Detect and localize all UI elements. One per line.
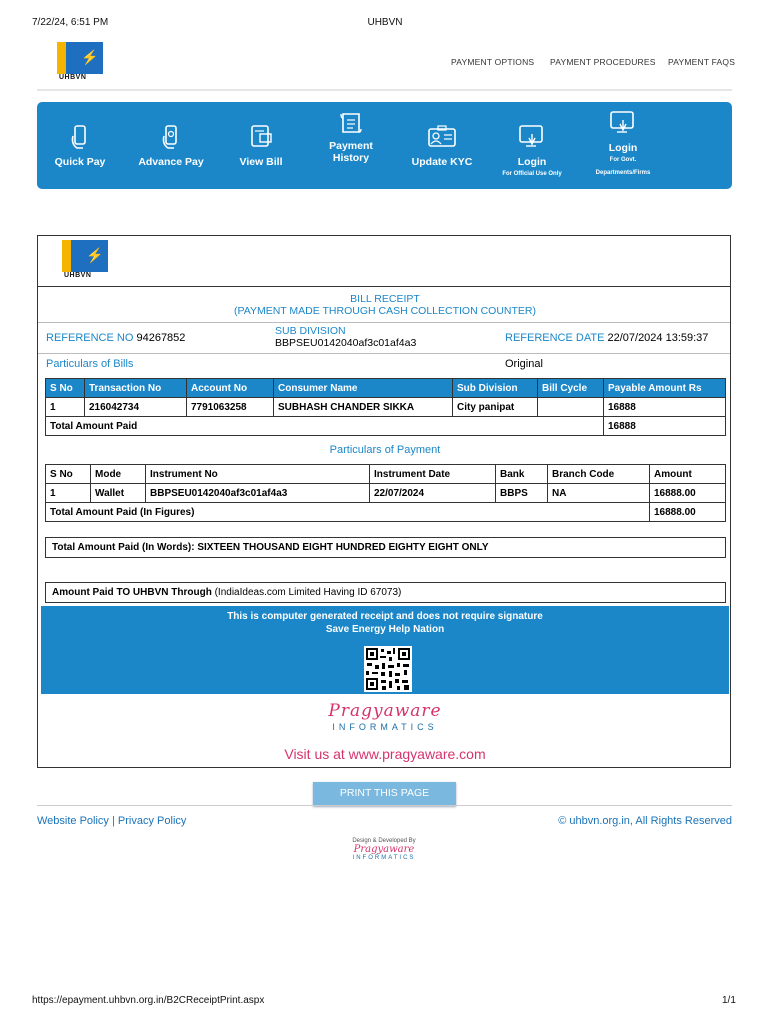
bills-total-value: 16888 xyxy=(604,417,726,436)
table-cell: NA xyxy=(548,484,650,503)
visit-link[interactable]: Visit us at www.pragyaware.com xyxy=(284,746,486,762)
col-header: Mode xyxy=(91,465,146,484)
menu-sublabel: For Govt. Departments/Firms xyxy=(595,157,651,176)
table-cell: City panipat xyxy=(453,398,538,417)
print-url: https://epayment.uhbvn.org.in/B2CReceiptPrint.aspx xyxy=(32,995,265,1006)
logo-text: UHBVN xyxy=(64,272,92,279)
menu-login-official[interactable] xyxy=(487,124,577,180)
payment-table xyxy=(45,464,726,522)
nav-payment-procedures[interactable]: PAYMENT PROCEDURES xyxy=(550,57,656,67)
amount-words-value: SIXTEEN THOUSAND EIGHT HUNDRED EIGHTY EIGHT ONLY xyxy=(197,542,489,553)
footer-vendor-sub: INFORMATICS xyxy=(352,855,416,861)
service-menu xyxy=(37,102,732,189)
amount-in-words xyxy=(45,537,726,558)
login-govt-icon xyxy=(609,110,637,136)
view-bill-icon xyxy=(248,124,274,150)
privacy-policy-link[interactable]: Privacy Policy xyxy=(117,815,187,827)
update-kyc-icon xyxy=(427,124,457,150)
table-cell: BBPSEU0142040af3c01af4a3 xyxy=(146,484,370,503)
table-row xyxy=(46,398,726,417)
advance-pay-icon xyxy=(160,124,182,150)
receipt-subtitle: (PAYMENT MADE THROUGH CASH COLLECTION COUNTER) xyxy=(234,305,536,317)
table-cell xyxy=(538,398,604,417)
col-header: Account No xyxy=(187,379,274,398)
menu-sublabel: For Official Use Only xyxy=(502,171,562,177)
nav-payment-options[interactable]: PAYMENT OPTIONS xyxy=(451,57,535,67)
menu-advance-pay[interactable] xyxy=(126,124,216,168)
quick-pay-icon xyxy=(69,124,91,150)
col-header: Consumer Name xyxy=(274,379,453,398)
amount-words-label: Total Amount Paid (In Words): xyxy=(52,542,195,553)
table-cell: Wallet xyxy=(91,484,146,503)
paid-to-value: (IndiaIdeas.com Limited Having ID 67073) xyxy=(214,587,402,598)
col-header: Payable Amount Rs xyxy=(604,379,726,398)
receipt-title xyxy=(38,293,732,317)
footer-vendor-logo[interactable] xyxy=(334,838,434,861)
footer-vendor-name: Pragyaware xyxy=(353,844,415,855)
designed-by-label: Design & Developed By xyxy=(352,838,416,844)
menu-label: Quick Pay xyxy=(54,156,106,168)
total-row xyxy=(46,503,726,522)
print-page-number: 1/1 xyxy=(722,995,736,1006)
menu-update-kyc[interactable] xyxy=(397,124,487,168)
amount-paid-to xyxy=(45,582,726,603)
col-header: Amount xyxy=(650,465,726,484)
col-header: Instrument No xyxy=(146,465,370,484)
menu-label: Update KYC xyxy=(411,156,473,168)
reference-no xyxy=(46,332,185,344)
table-cell: 216042734 xyxy=(85,398,187,417)
bills-total-label: Total Amount Paid xyxy=(46,417,604,436)
table-header-row xyxy=(46,379,726,398)
header-divider xyxy=(37,89,732,91)
bill-receipt xyxy=(37,235,731,768)
table-cell: 7791063258 xyxy=(187,398,274,417)
receipt-notice xyxy=(41,606,729,694)
logo-text: UHBVN xyxy=(59,74,87,81)
copyright-text: © uhbvn.org.in, All Rights Reserved xyxy=(558,815,732,827)
receipt-uhbvn-logo: ⚡ UHBVN xyxy=(62,240,112,282)
footer-separator: | xyxy=(112,815,115,827)
col-header: Branch Code xyxy=(548,465,650,484)
vendor-name: Pragyaware xyxy=(328,701,442,721)
qr-code xyxy=(364,646,412,692)
reference-date-label: REFERENCE DATE xyxy=(505,332,605,344)
table-cell: 16888 xyxy=(604,398,726,417)
table-cell: 1 xyxy=(46,484,91,503)
payment-history-icon xyxy=(338,112,364,136)
table-cell: SUBHASH CHANDER SIKKA xyxy=(274,398,453,417)
bills-table xyxy=(45,378,726,436)
print-page-title: UHBVN xyxy=(367,17,403,28)
menu-label: Advance Pay xyxy=(138,156,204,168)
pragyaware-logo xyxy=(38,701,732,732)
table-cell: 16888.00 xyxy=(650,484,726,503)
col-header: Transaction No xyxy=(85,379,187,398)
footer-links xyxy=(37,815,186,827)
menu-login-govt[interactable] xyxy=(578,110,668,180)
particulars-payment-label: Particulars of Payment xyxy=(329,444,441,456)
col-header: Bill Cycle xyxy=(538,379,604,398)
menu-label: Login xyxy=(517,156,547,168)
reference-date xyxy=(505,332,708,344)
receipt-title-text: BILL RECEIPT xyxy=(350,293,420,305)
payment-total-label: Total Amount Paid (In Figures) xyxy=(46,503,650,522)
col-header: S No xyxy=(46,379,85,398)
payment-total-value: 16888.00 xyxy=(650,503,726,522)
menu-label: Payment History xyxy=(329,140,373,164)
vendor-sub: INFORMATICS xyxy=(332,722,438,732)
login-icon xyxy=(518,124,546,150)
sub-division xyxy=(275,325,416,349)
menu-label: Login xyxy=(608,142,638,154)
reference-date-value: 22/07/2024 13:59:37 xyxy=(607,332,709,344)
reference-no-value: 94267852 xyxy=(136,332,186,344)
total-row xyxy=(46,417,726,436)
reference-no-label: REFERENCE NO xyxy=(46,332,134,344)
website-policy-link[interactable]: Website Policy xyxy=(37,815,109,827)
table-cell: 1 xyxy=(46,398,85,417)
menu-quick-pay[interactable] xyxy=(35,124,125,168)
uhbvn-logo[interactable]: ⚡ UHBVN xyxy=(57,42,107,84)
print-button[interactable]: PRINT THIS PAGE xyxy=(313,782,456,806)
col-header: S No xyxy=(46,465,91,484)
col-header: Sub Division xyxy=(453,379,538,398)
col-header: Instrument Date xyxy=(370,465,496,484)
nav-payment-faqs[interactable]: PAYMENT FAQS xyxy=(668,57,736,67)
menu-label: View Bill xyxy=(239,156,283,168)
menu-view-bill[interactable] xyxy=(216,124,306,168)
table-header-row xyxy=(46,465,726,484)
table-cell: BBPS xyxy=(496,484,548,503)
sub-division-value: BBPSEU0142040af3c01af4a3 xyxy=(275,337,417,349)
receipt-status: Original xyxy=(505,358,543,370)
col-header: Bank xyxy=(496,465,548,484)
table-cell: 22/07/2024 xyxy=(370,484,496,503)
particulars-bills-label: Particulars of Bills xyxy=(46,358,134,370)
menu-payment-history[interactable] xyxy=(306,112,396,164)
table-row xyxy=(46,484,726,503)
notice-line-2: Save Energy Help Nation xyxy=(325,624,445,635)
paid-to-label: Amount Paid TO UHBVN Through xyxy=(52,587,212,598)
notice-line-1: This is computer generated receipt and does not require signature xyxy=(227,611,543,622)
footer-divider xyxy=(37,805,732,806)
print-datetime: 7/22/24, 6:51 PM xyxy=(32,17,109,28)
sub-division-label: SUB DIVISION xyxy=(275,325,346,337)
